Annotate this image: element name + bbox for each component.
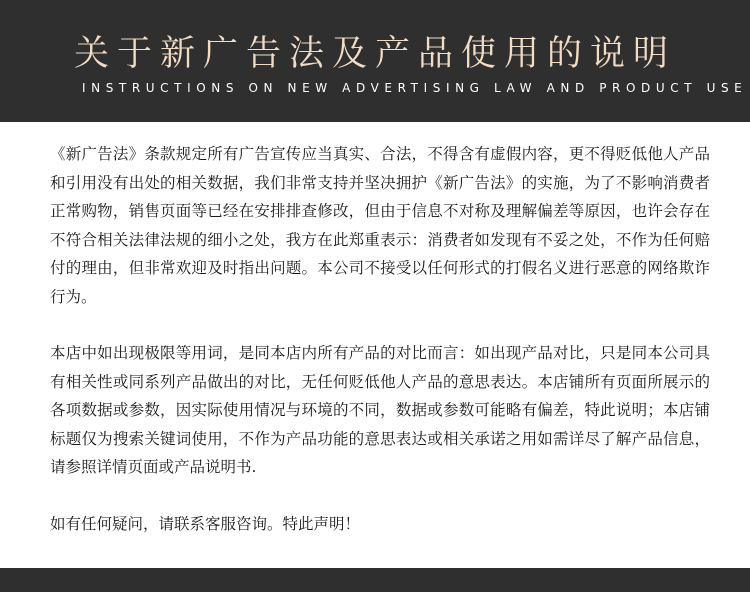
footer-bar bbox=[0, 568, 750, 592]
paragraph-ad-law: 《新广告法》条款规定所有广告宣传应当真实、合法，不得含有虚假内容，更不得贬低他人产品和引用没有出处的相关数据，我们非常支持并坚决拥护《新广告法》的实施，为了不影响消费者正常购物，销售页面等已经在安排排查修改，但由于信息不对称及理解偏差等原因，也许会存在不符合相关法律法规的细小之处，我方在此郑重表示：消费者如发现有不妥之处，不作为任何赔付的理由，但非常欢迎及时指出问题。本公司不接受以任何形式的打假名义进行恶意的网络欺诈行为。 bbox=[50, 145, 710, 306]
paragraph-contact: 如有任何疑问，请联系客服咨询。特此声明！ bbox=[50, 514, 361, 533]
paragraph-product-comparison: 本店中如出现极限等用词，是同本店内所有产品的对比而言：如出现产品对比，只是同本公司具有相关性或同系列产品做出的对比，无任何贬低他人产品的意思表达。本店铺所有页面所展示的各项数据或参数，因实际使用情况与环境的不同，数据或参数可能略有偏差，特此说明；本店铺标题仅为搜索关键词使用，不作为产品功能的意思表达或相关承诺之用如需详尽了解产品信息，请参照详情页面或产品说明书. bbox=[50, 344, 710, 476]
notice-body bbox=[50, 140, 710, 538]
header-banner bbox=[0, 0, 750, 122]
page-title: 关于新广告法及产品使用的说明 bbox=[73, 34, 676, 74]
page-subtitle: INSTRUCTIONS ON NEW ADVERTISING LAW AND PRODUCT USE bbox=[82, 81, 748, 95]
